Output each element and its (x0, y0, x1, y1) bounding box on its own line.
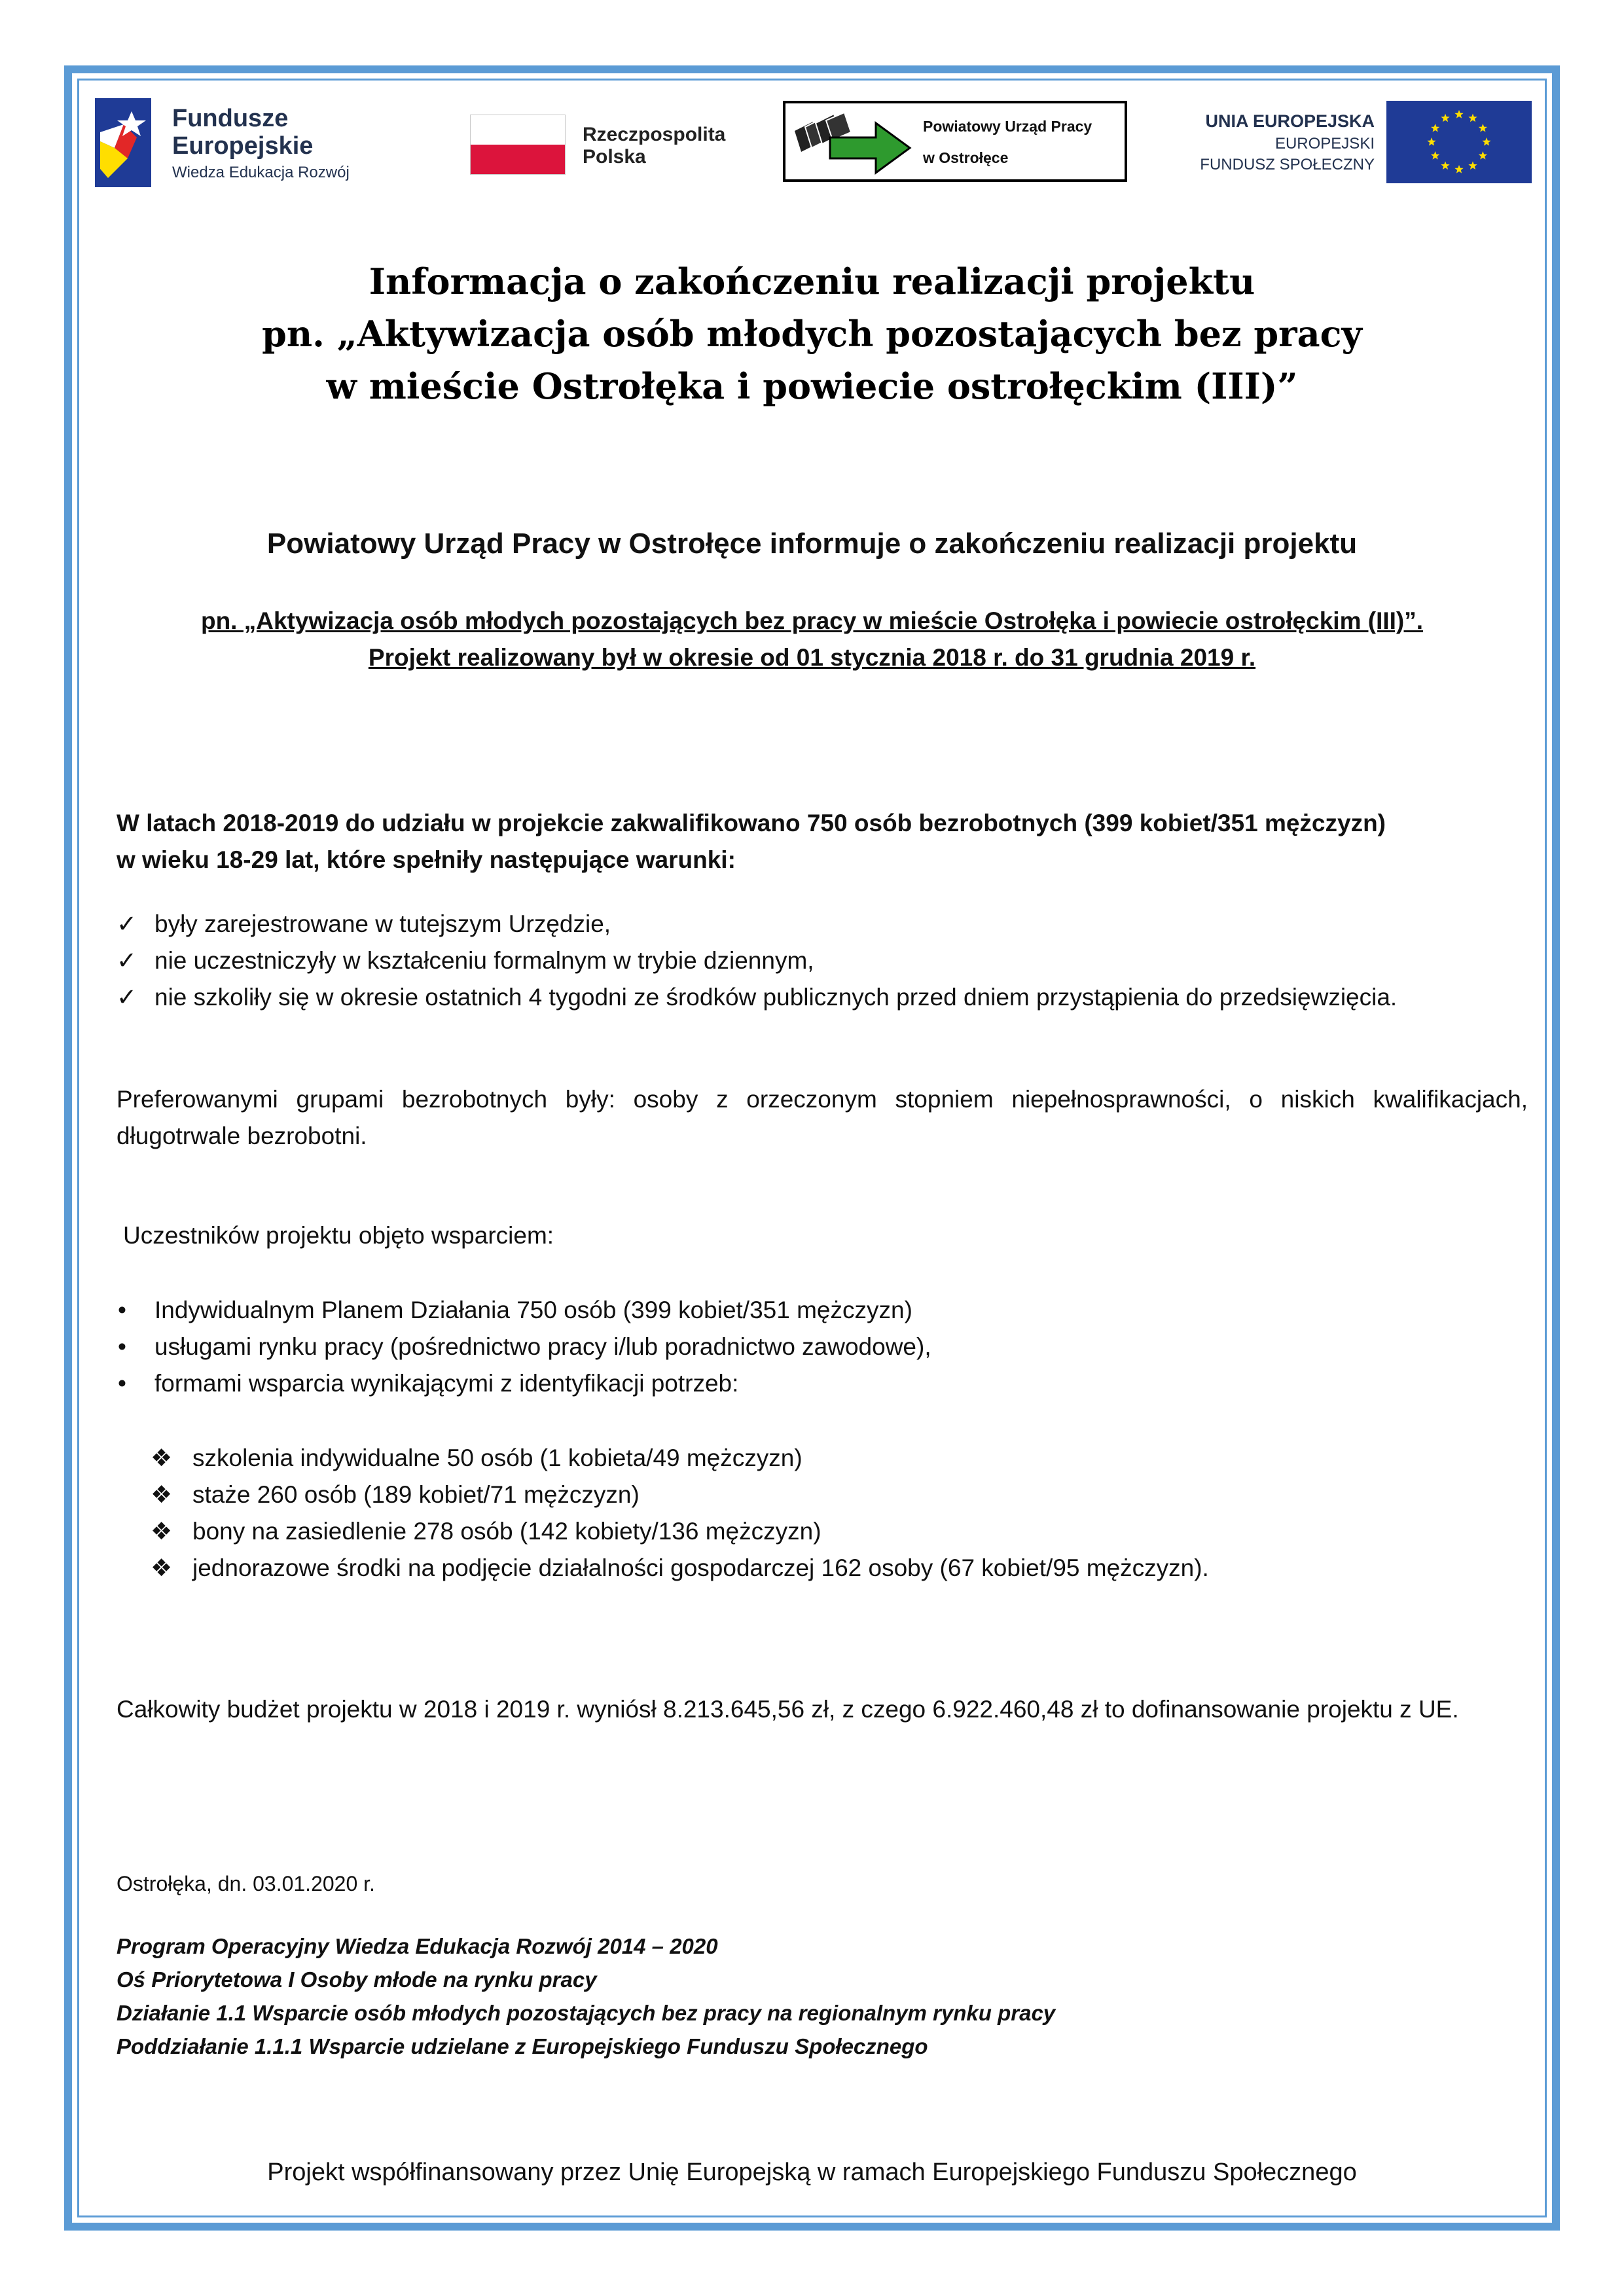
check-icon: ✓ (117, 984, 137, 1011)
condition-item: były zarejestrowane w tutejszym Urzędzie, (154, 910, 611, 937)
intro-line-2: w wieku 18-29 lat, które spełniły następujące warunki: (117, 846, 736, 873)
diamond-bullet-icon: ❖ (151, 1554, 173, 1581)
rp-line1: Rzeczpospolita (583, 124, 726, 145)
fundusze-line1: Fundusze (172, 105, 289, 132)
fundusze-line2: Europejskie (172, 132, 314, 160)
support-form-item: bony na zasiedlenie 278 osób (142 kobiety/136 mężczyzn) (192, 1518, 821, 1545)
unia-europejska-logo (1159, 98, 1532, 187)
rp-line2: Polska (583, 146, 646, 168)
fundusze-europejskie-star-icon (95, 98, 151, 187)
ue-line3: FUNDUSZ SPOŁECZNY (1200, 156, 1375, 173)
rzeczpospolita-polska-logo (470, 115, 758, 180)
diamond-bullet-icon: ❖ (151, 1518, 173, 1545)
preferred-groups: Preferowanymi grupami bezrobotnych były: osoby z orzeczonym stopniem niepełnosprawności, o niskich kwalifikacjach, długotrwale bezrobotni. (117, 1086, 1528, 1149)
condition-item: nie szkoliły się w okresie ostatnich 4 tygodni ze środków publicznych przed dniem przystąpienia do przedsięwzięcia. (154, 984, 1398, 1011)
support-item: Indywidualnym Planem Działania 750 osób (399 kobiet/351 mężczyzn) (154, 1297, 912, 1323)
ue-line2: EUROPEJSKI (1274, 135, 1375, 152)
fundusze-europejskie-logo (95, 98, 396, 190)
diamond-bullet-icon: ❖ (151, 1481, 173, 1508)
condition-item: nie uczestniczyły w kształceniu formalnym w trybie dziennym, (154, 947, 814, 974)
diamond-bullet-icon: ❖ (151, 1444, 173, 1471)
support-form-item: szkolenia indywidualne 50 osób (1 kobieta/49 mężczyzn) (192, 1444, 803, 1471)
support-heading: Uczestników projektu objęto wsparciem: (123, 1222, 554, 1249)
project-period: Projekt realizowany był w okresie od 01 stycznia 2018 r. do 31 grudnia 2019 r. (368, 644, 1256, 671)
budget-paragraph: Całkowity budżet projektu w 2018 i 2019 r. wyniósł 8.213.645,56 zł, z czego 6.922.460,48 zł to dofinansowanie projektu z UE. (117, 1696, 1459, 1723)
pup-ostroleka-logo (783, 101, 1127, 182)
project-name: pn. „Aktywizacja osób młodych pozostających bez pracy w mieście Ostrołęka i powiecie ostrołęckim (III)”. (200, 607, 1424, 634)
ue-line1: UNIA EUROPEJSKA (1205, 111, 1375, 131)
title-line-3: w mieście Ostrołęka i powiecie ostrołęckim (III)” (326, 365, 1298, 407)
title-line-1: Informacja o zakończeniu realizacji projektu (369, 260, 1255, 302)
bullet-icon: • (118, 1333, 126, 1360)
check-icon: ✓ (117, 947, 137, 974)
program-line: Program Operacyjny Wiedza Edukacja Rozwój 2014 – 2020 (117, 1934, 718, 1958)
eu-flag-icon (1386, 101, 1532, 183)
title-line-2: pn. „Aktywizacja osób młodych pozostających bez pracy (262, 313, 1362, 355)
fundusze-line3: Wiedza Edukacja Rozwój (172, 164, 350, 181)
support-form-item: staże 260 osób (189 kobiet/71 mężczyzn) (192, 1481, 640, 1508)
intro-line-1: W latach 2018-2019 do udziału w projekcie zakwalifikowano 750 osób bezrobotnych (399 kobiet/351 mężczyzn) (117, 810, 1386, 836)
polish-flag-icon (470, 115, 566, 175)
cofinancing-footer: Projekt współfinansowany przez Unię Europejską w ramach Europejskiego Funduszu Społecznego (267, 2159, 1357, 2186)
cards-arrow-icon (791, 107, 915, 175)
bullet-icon: • (118, 1370, 126, 1397)
support-item: formami wsparcia wynikającymi z identyfikacji potrzeb: (154, 1370, 739, 1397)
pup-line2: w Ostrołęce (923, 149, 1009, 166)
pup-line1: Powiatowy Urząd Pracy (923, 118, 1092, 135)
place-date: Ostrołęka, dn. 03.01.2020 r. (117, 1872, 375, 1895)
submeasure-line: Poddziałanie 1.1.1 Wsparcie udzielane z Europejskiego Funduszu Społecznego (117, 2034, 928, 2058)
priority-axis-line: Oś Priorytetowa I Osoby młode na rynku pracy (117, 1967, 597, 1992)
check-icon: ✓ (117, 910, 137, 937)
support-form-item: jednorazowe środki na podjęcie działalności gospodarczej 162 osoby (67 kobiet/95 mężczyzn). (192, 1554, 1209, 1581)
lead-sentence: Powiatowy Urząd Pracy w Ostrołęce informuje o zakończeniu realizacji projektu (266, 528, 1358, 560)
bullet-icon: • (118, 1297, 126, 1323)
measure-line: Działanie 1.1 Wsparcie osób młodych pozostających bez pracy na regionalnym rynku pracy (117, 2001, 1056, 2025)
support-item: usługami rynku pracy (pośrednictwo pracy i/lub poradnictwo zawodowe), (154, 1333, 931, 1360)
